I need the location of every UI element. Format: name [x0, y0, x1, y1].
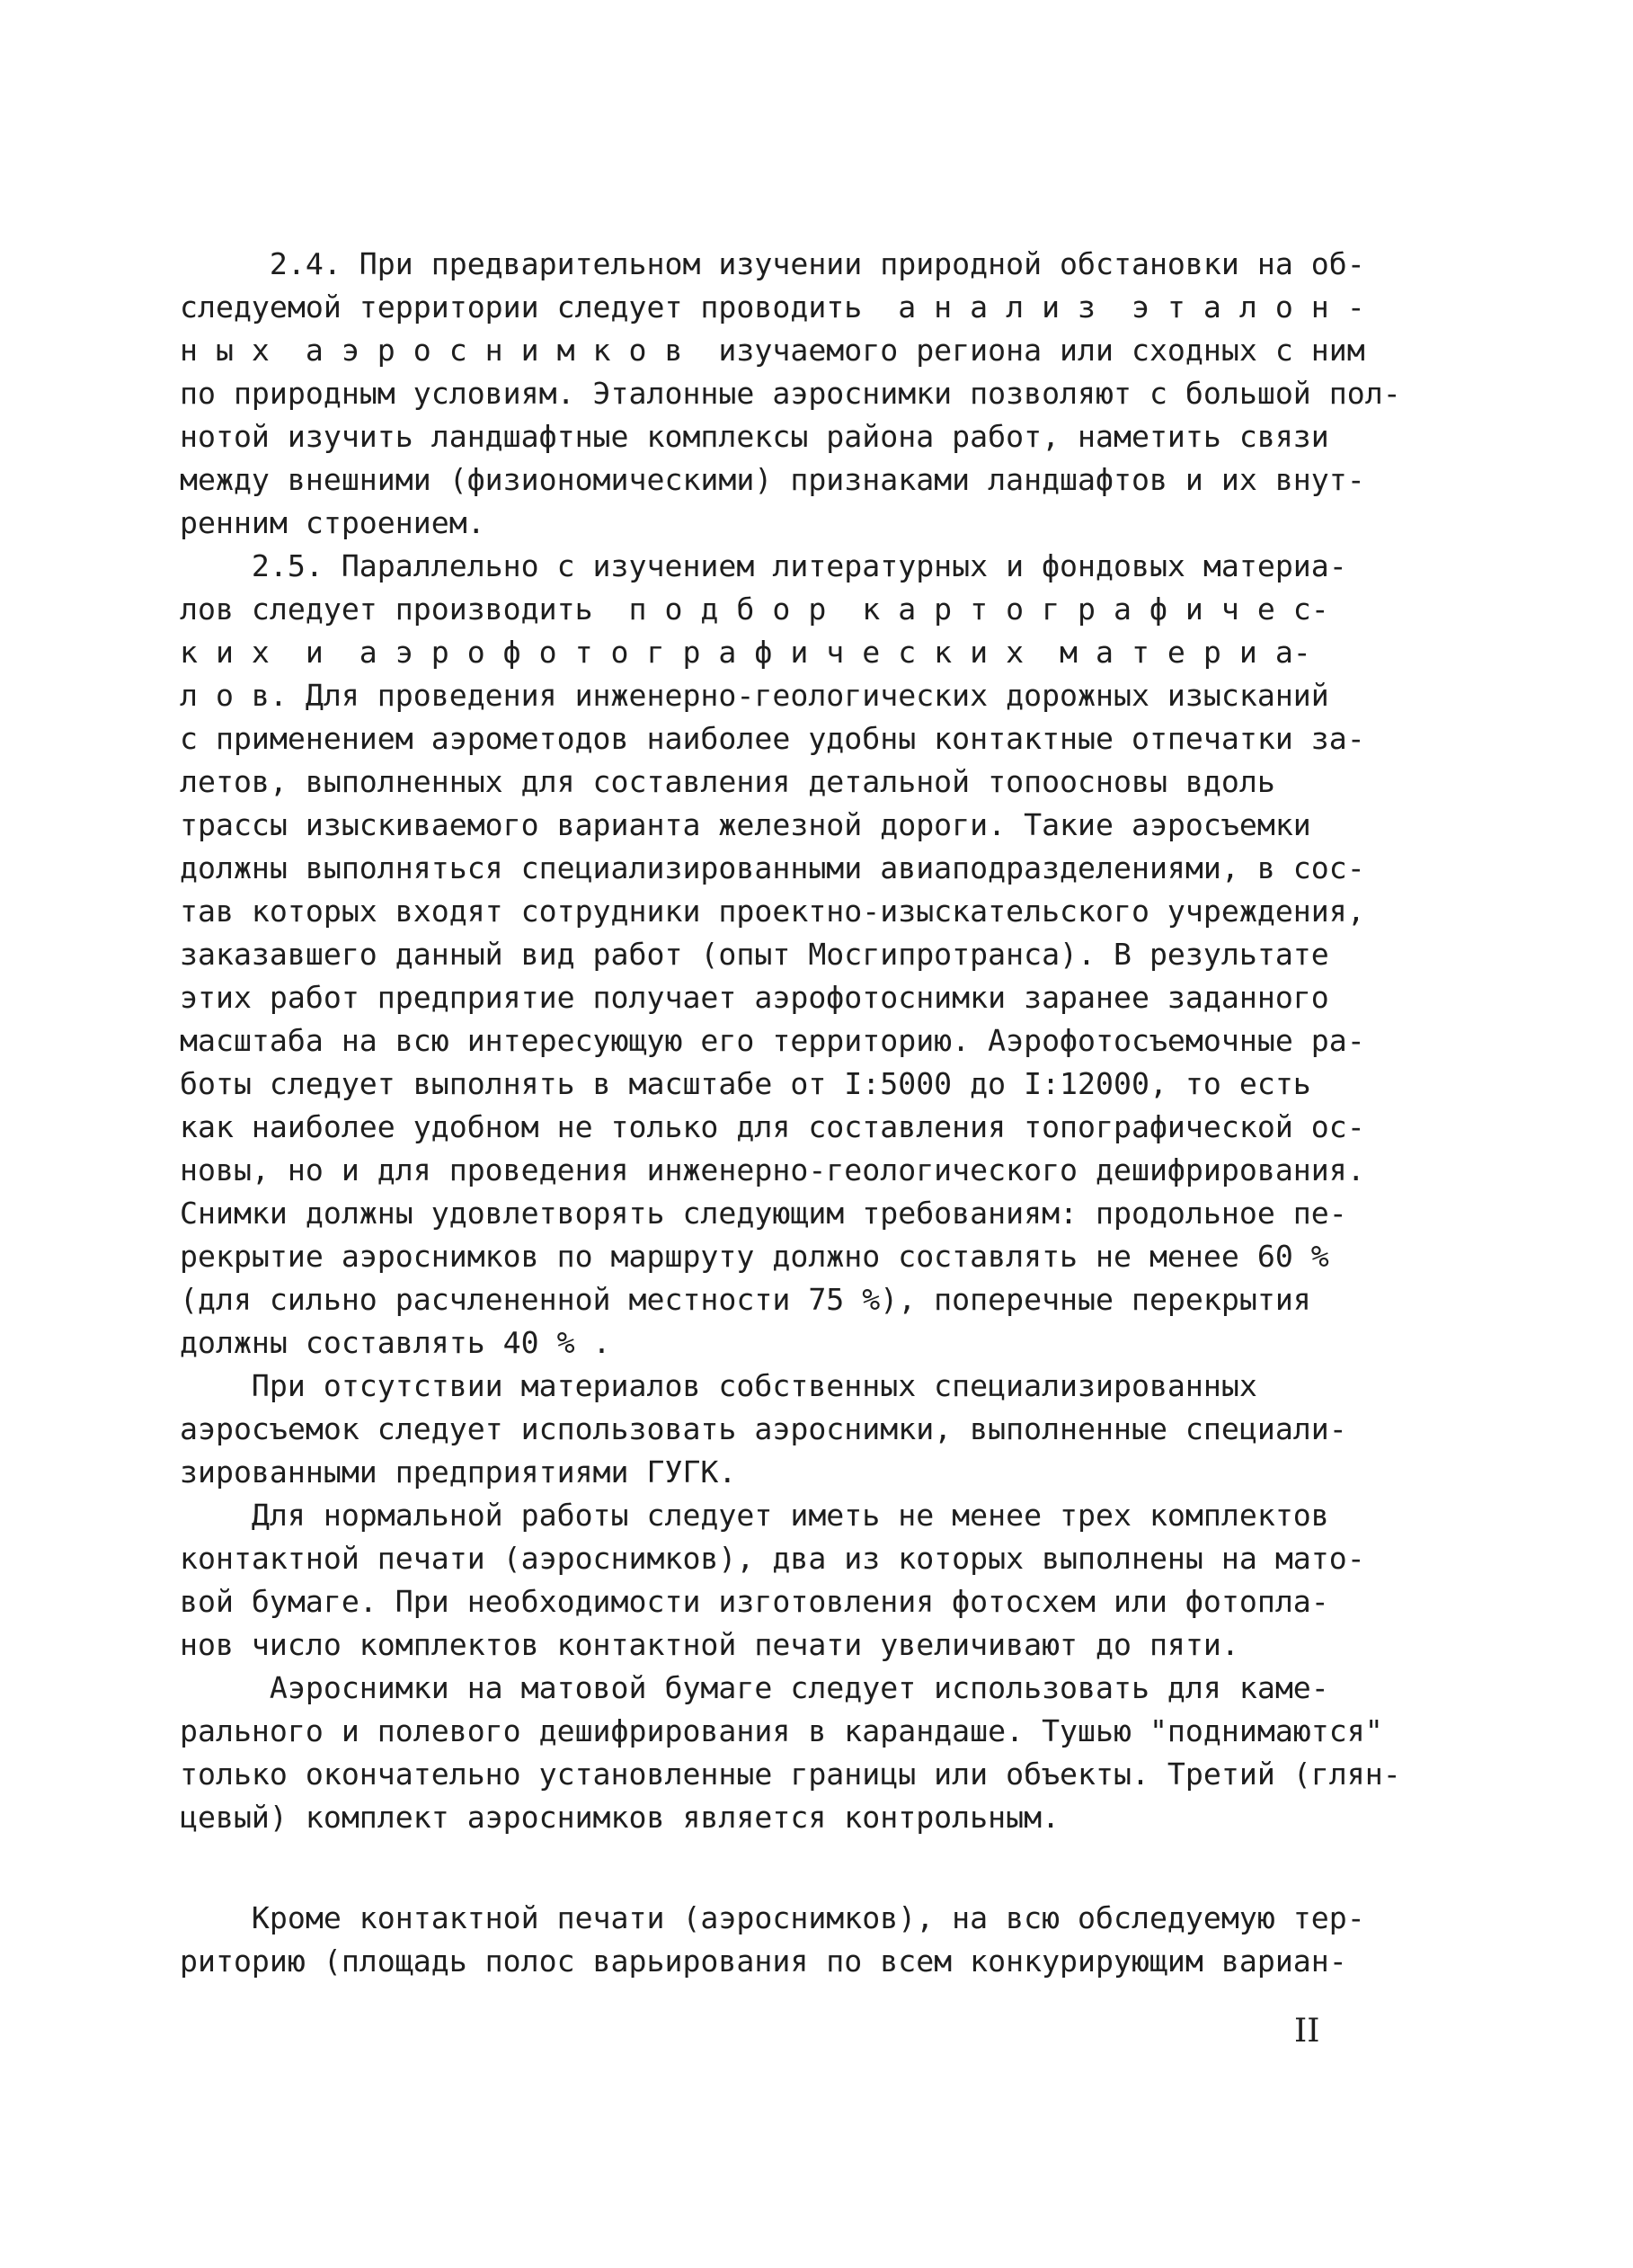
text-line: 2.4. При предварительном изучении природной обстановки на об- — [180, 246, 1365, 281]
text-line: летов, выполненных для составления детальной топоосновы вдоль — [180, 764, 1275, 799]
text-line: следуемой территории следует проводить а н а л и з э т а л о н - — [180, 289, 1365, 325]
text-line: масштаба на всю интересующую его территорию. Аэрофотосъемочные ра- — [180, 1023, 1365, 1058]
text-line: нов число комплектов контактной печати увеличивают до пяти. — [180, 1627, 1239, 1662]
text-line: как наиболее удобном не только для составления топографической ос- — [180, 1109, 1365, 1144]
text-line: лов следует производить п о д б о р к а р т о г р а ф и ч е с- — [180, 591, 1329, 627]
text-line: рального и полевого дешифрирования в карандаше. Тушью "поднимаются" — [180, 1713, 1383, 1748]
text-line: контактной печати (аэроснимков), два из которых выполнены на мато- — [180, 1541, 1365, 1576]
text-line: нотой изучить ландшафтные комплексы района работ, наметить связи — [180, 419, 1329, 454]
text-line: между внешними (физиономическими) признаками ландшафтов и их внут- — [180, 462, 1365, 497]
text-line: только окончательно установленные границы или объекты. Третий (глян- — [180, 1757, 1401, 1792]
text-line: аэросъемок следует использовать аэроснимки, выполненные специали- — [180, 1411, 1347, 1446]
text-line: рекрытие аэроснимков по маршруту должно составлять не менее 60 % — [180, 1239, 1329, 1274]
text-line: тав которых входят сотрудники проектно-изыскательского учреждения, — [180, 894, 1365, 929]
text-line: 2.5. Параллельно с изучением литературных и фондовых материа- — [180, 548, 1347, 583]
text-line: заказавшего данный вид работ (опыт Мосгипротранса). В результате — [180, 937, 1329, 972]
text-line: Кроме контактной печати (аэроснимков), на всю обследуемую тер- — [180, 1900, 1365, 1935]
closing-text — [180, 1897, 1411, 1983]
main-text — [180, 243, 1411, 1839]
text-line: боты следует выполнять в масштабе от I:5000 до I:12000, то есть — [180, 1066, 1311, 1101]
text-line: Аэроснимки на матовой бумаге следует использовать для каме- — [180, 1670, 1329, 1705]
text-line: Для нормальной работы следует иметь не менее трех комплектов — [180, 1498, 1329, 1533]
text-line: к и х и а э р о ф о т о г р а ф и ч е с к и х м а т е р и а- — [180, 635, 1311, 670]
text-line: этих работ предприятие получает аэрофотоснимки заранее заданного — [180, 980, 1329, 1015]
text-line: л о в. Для проведения инженерно-геологических дорожных изысканий — [180, 678, 1329, 713]
text-line: ренним строением. — [180, 505, 485, 540]
text-line: цевый) комплект аэроснимков является контрольным. — [180, 1800, 1061, 1835]
text-line: трассы изыскиваемого варианта железной дороги. Такие аэросъемки — [180, 807, 1311, 842]
text-line: Снимки должны удовлетворять следующим требованиям: продольное пе- — [180, 1196, 1347, 1231]
text-line: вой бумаге. При необходимости изготовления фотосхем или фотопла- — [180, 1584, 1329, 1619]
text-line: (для сильно расчлененной местности 75 %), поперечные перекрытия — [180, 1282, 1311, 1317]
page-number: II — [1294, 2013, 1320, 2050]
text-line: новы, но и для проведения инженерно-геологического дешифрирования. — [180, 1152, 1365, 1187]
text-line: должны выполняться специализированными авиаподразделениями, в сос- — [180, 850, 1365, 885]
text-line: зированными предприятиями ГУГК. — [180, 1454, 737, 1490]
text-line: с применением аэрометодов наиболее удобны контактные отпечатки за- — [180, 721, 1365, 756]
text-line: риторию (площадь полос варьирования по всем конкурирующим вариан- — [180, 1943, 1347, 1979]
text-line: по природным условиям. Эталонные аэроснимки позволяют с большой пол- — [180, 376, 1401, 411]
text-line: н ы х а э р о с н и м к о в изучаемого региона или сходных с ним — [180, 333, 1365, 368]
text-line: При отсутствии материалов собственных специализированных — [180, 1368, 1257, 1403]
text-line: должны составлять 40 % . — [180, 1325, 611, 1360]
